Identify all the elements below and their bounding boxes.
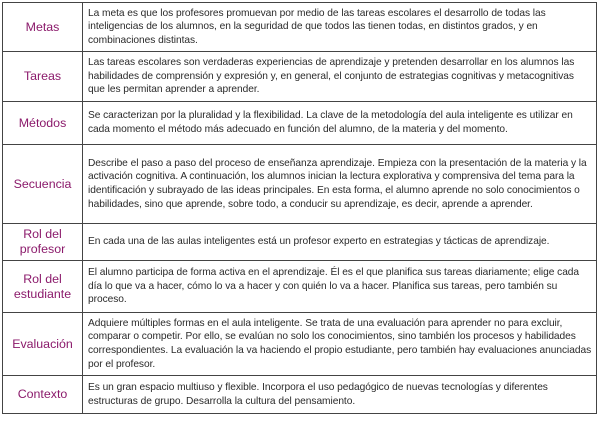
row-description: El alumno participa de forma activa en el aprendizaje. Él es el que planifica sus tareas diariamente; elige cada día lo que va a hacer, cómo lo va a hacer y con quién lo va a hacer. Planifica sus tareas, pero también su proceso. xyxy=(88,267,580,306)
table-row xyxy=(3,3,597,52)
row-label-cell xyxy=(3,376,83,414)
table-row xyxy=(3,52,597,102)
row-description: Describe el paso a paso del proceso de enseñanza aprendizaje. Empieza con la presentación de la materia y la activación cognitiva. A continuación, los alumnos inician la lectura explorativa y comprensiva del tema para la identificación y subrayado de las ideas principales. En esta forma, el alumno aprende no solo conocimientos o habilidades, sino que aprende, sobre todo, a conducir su aprendizaje, es decir, aprende a aprender. xyxy=(88,157,587,210)
row-label-cell xyxy=(3,145,83,224)
row-description-cell xyxy=(83,102,597,145)
row-label-cell xyxy=(3,261,83,313)
table-row xyxy=(3,261,597,313)
table-row xyxy=(3,145,597,224)
row-label-cell xyxy=(3,313,83,376)
row-description-cell xyxy=(83,376,597,414)
row-description: La meta es que los profesores promuevan por medio de las tareas escolares el desarrollo de todas las inteligencias de los alumnos, en la seguridad de que todos las tienen todas, en distintos grados, y en combinaciones distintas. xyxy=(88,7,546,46)
row-label: Rol del profesor xyxy=(19,227,66,256)
row-description: Las tareas escolares son verdaderas experiencias de aprendizaje y pretenden desarrollar en los alumnos las habilidades de comprensión y expresión y, en general, el conjunto de estrategias cognitivas y metacognitivas que les permitan aprender a aprender. xyxy=(88,57,575,96)
row-description: Adquiere múltiples formas en el aula inteligente. Se trata de una evaluación para aprender no para excluir, comparar o competir. Por ello, se evalúan no solo los conocimientos, sino también los procesos y habilidades correspondientes. La evaluación la va haciendo el propio estudiante, pero también hay evaluaciones anunciadas por el profesor. xyxy=(88,317,592,370)
row-description-cell xyxy=(83,224,597,261)
aula-inteligente-table xyxy=(2,2,597,414)
row-description-cell xyxy=(83,52,597,102)
row-label-cell xyxy=(3,3,83,52)
table-row xyxy=(3,224,597,261)
row-description-cell xyxy=(83,313,597,376)
table-row xyxy=(3,376,597,414)
row-label: Rol del estudiante xyxy=(13,271,72,301)
row-description: Se caracterizan por la pluralidad y la flexibilidad. La clave de la metodología del aula inteligente es utilizar en cada momento el método más adecuado en función del alumno, de la materia y del momento. xyxy=(88,110,573,135)
row-description: Es un gran espacio multiuso y flexible. Incorpora el uso pedagógico de nuevas tecnologías y diferentes estructuras de grupo. Desarrolla la cultura del pensamiento. xyxy=(88,381,548,407)
row-label: Secuencia xyxy=(13,176,72,191)
row-label: Metas xyxy=(25,19,60,34)
row-label-cell xyxy=(3,52,83,102)
row-label: Contexto xyxy=(17,387,68,401)
row-label: Tareas xyxy=(23,69,62,83)
row-label: Evaluación xyxy=(12,336,73,351)
table-row xyxy=(3,102,597,145)
row-label-cell xyxy=(3,224,83,261)
row-description-cell xyxy=(83,145,597,224)
row-label-cell xyxy=(3,102,83,145)
row-description: En cada una de las aulas inteligentes está un profesor experto en estrategias y tácticas de aprendizaje. xyxy=(88,236,550,248)
table-row xyxy=(3,313,597,376)
row-description-cell xyxy=(83,261,597,313)
row-label: Métodos xyxy=(18,115,67,130)
row-description-cell xyxy=(83,3,597,52)
